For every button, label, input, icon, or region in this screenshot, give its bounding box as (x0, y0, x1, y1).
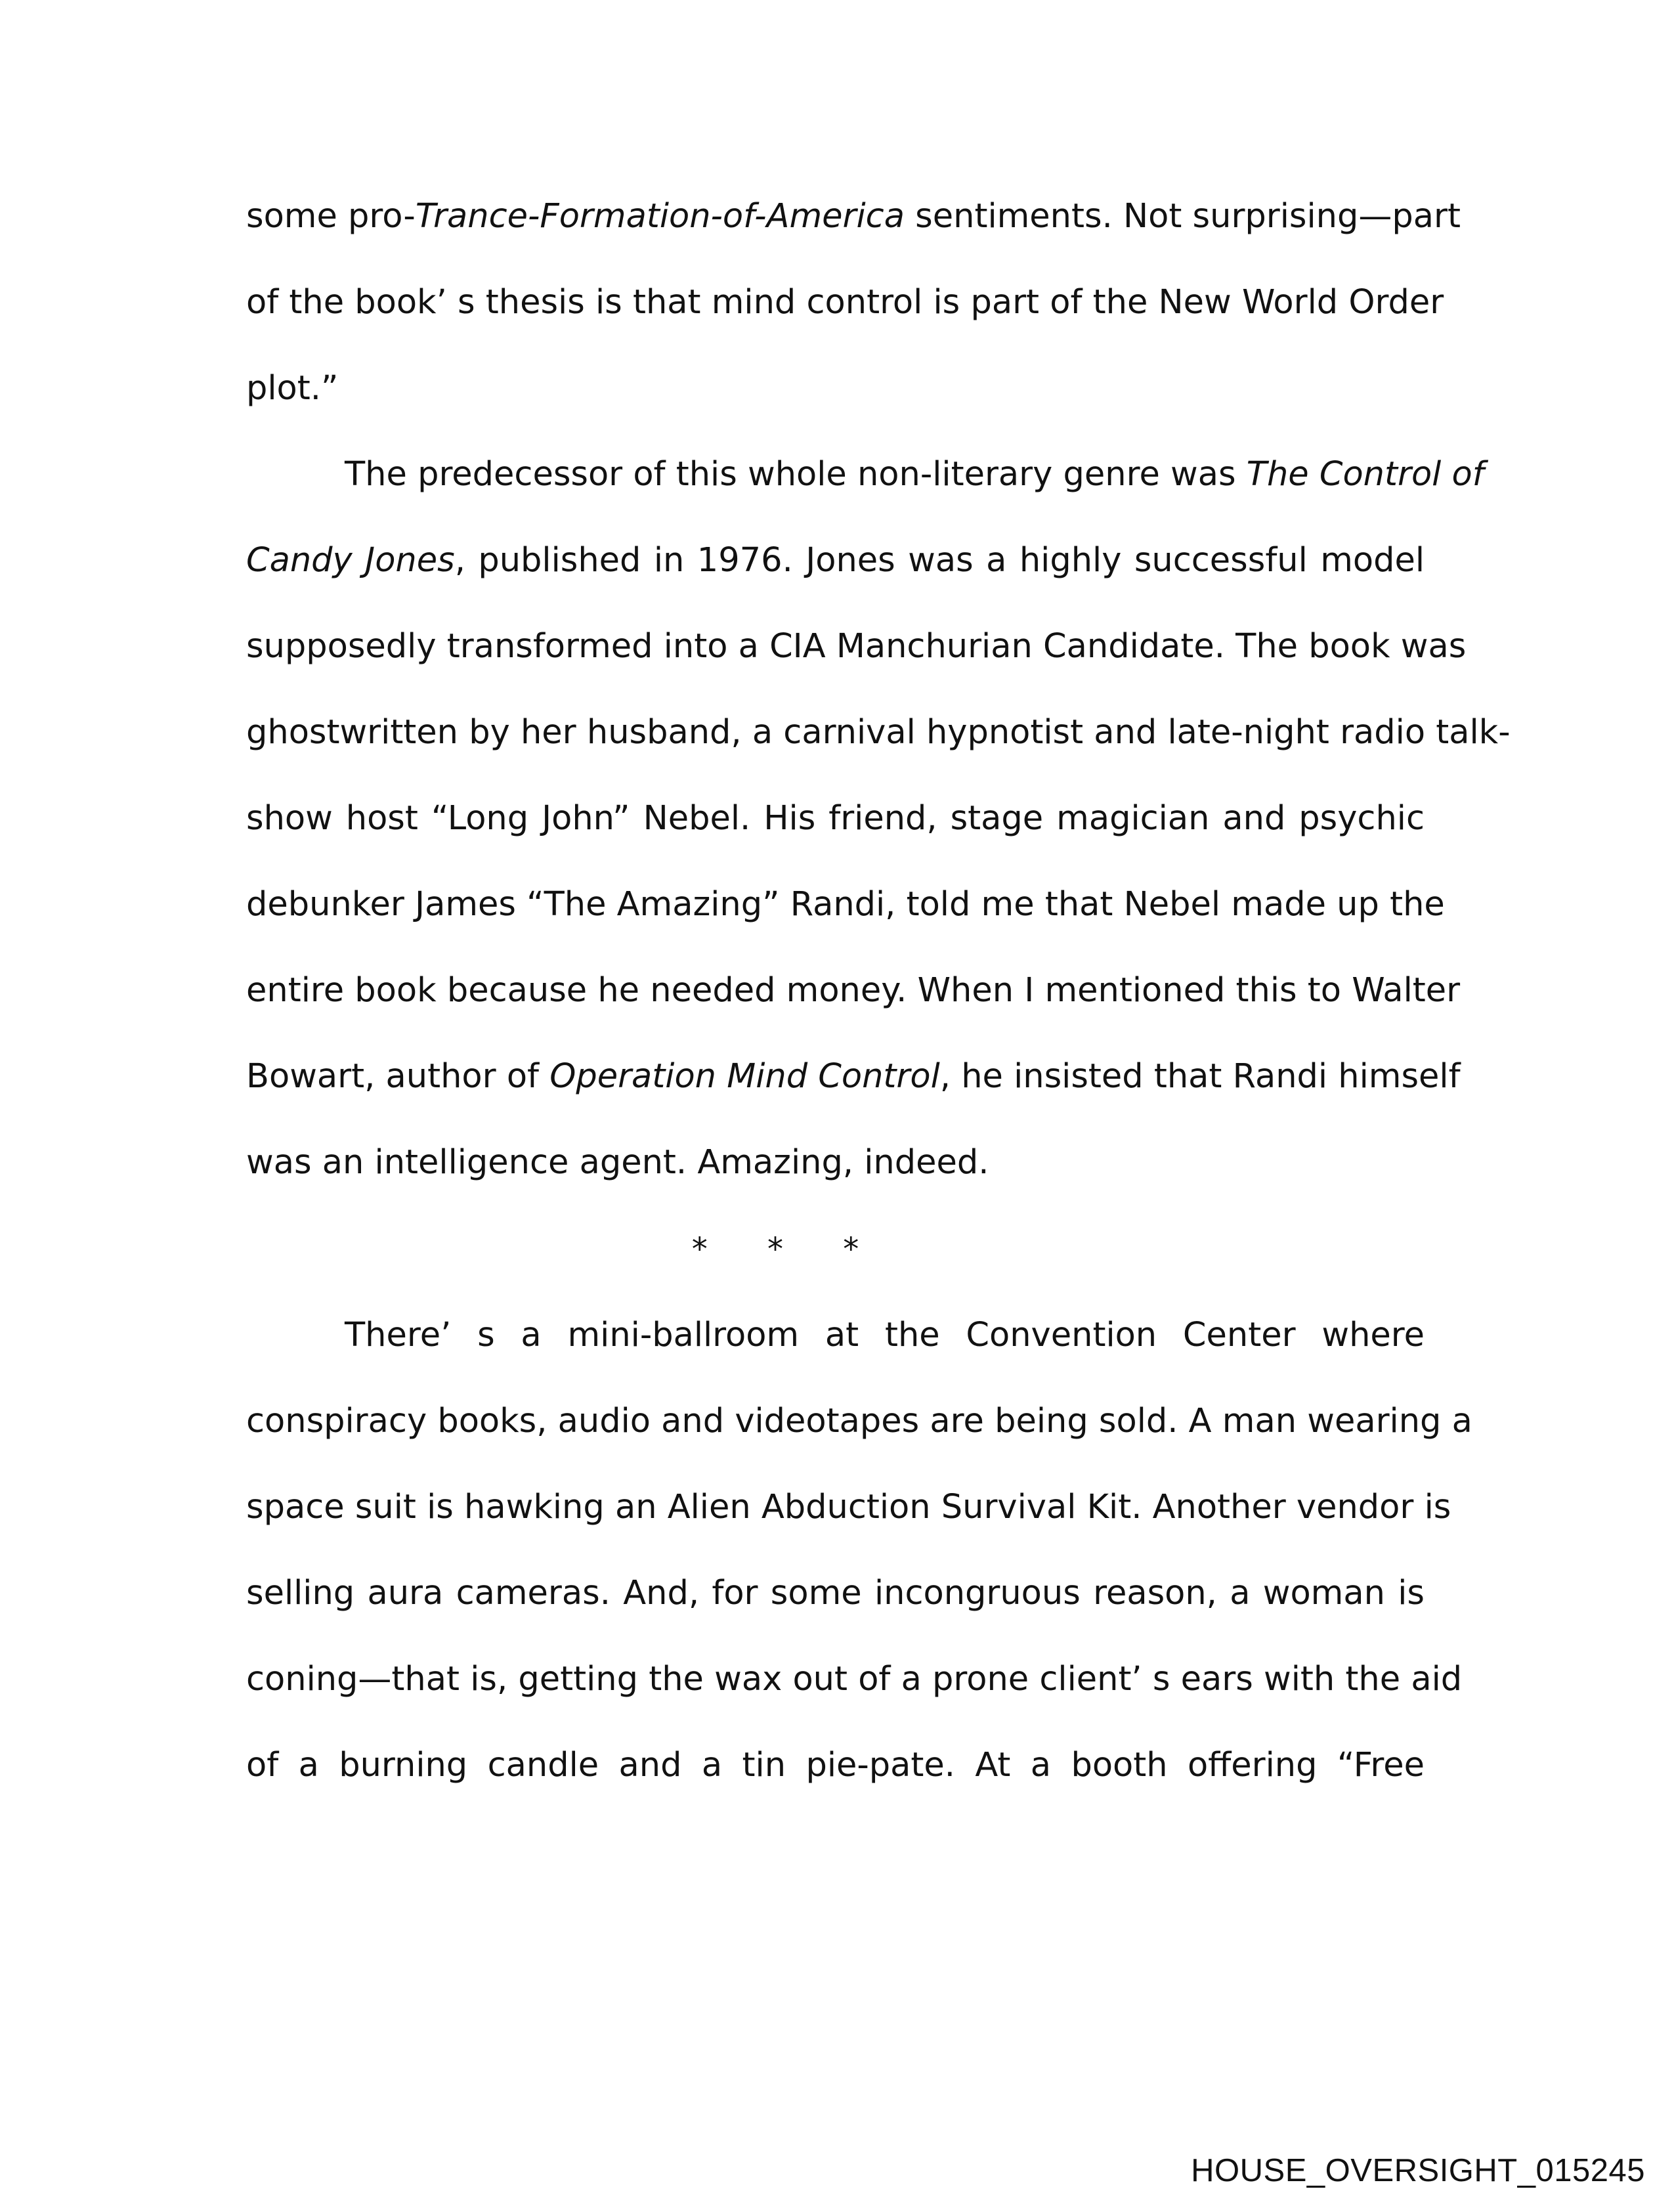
text-line: Bowart, author of Operation Mind Control, he insisted that Randi himself (246, 1057, 1461, 1096)
text-line: space suit is hawking an Alien Abduction Survival Kit. Another vendor is (246, 1488, 1451, 1527)
text-line: There’ s a mini-ballroom at the Convention Center where (345, 1316, 1425, 1355)
text-line: of a burning candle and a tin pie-pate. At a booth offering “Free (246, 1746, 1425, 1785)
section-break: * * * (691, 1231, 884, 1268)
text-line: The predecessor of this whole non-literary genre was The Control of (345, 455, 1484, 494)
text-line: coning—that is, getting the wax out of a prone client’ s ears with the aid (246, 1660, 1463, 1699)
text-line: conspiracy books, audio and videotapes are being sold. A man wearing a (246, 1402, 1472, 1441)
text-line: debunker James “The Amazing” Randi, told me that Nebel made up the (246, 885, 1445, 924)
text-line: entire book because he needed money. When I mentioned this to Walter (246, 971, 1461, 1010)
text-line: plot.” (246, 369, 339, 408)
text-line: ghostwritten by her husband, a carnival hypnotist and late-night radio talk- (246, 713, 1511, 752)
text-line: some pro-Trance-Formation-of-America sentiments. Not surprising—part (246, 197, 1461, 236)
text-line: Candy Jones, published in 1976. Jones was a highly successful model (246, 541, 1425, 580)
bates-stamp: HOUSE_OVERSIGHT_015245 (1191, 2153, 1645, 2188)
text-line: supposedly transformed into a CIA Manchurian Candidate. The book was (246, 627, 1467, 666)
text-line: selling aura cameras. And, for some incongruous reason, a woman is (246, 1574, 1425, 1613)
text-line: show host “Long John” Nebel. His friend, stage magician and psychic (246, 799, 1425, 838)
text-line: was an intelligence agent. Amazing, indeed. (246, 1143, 989, 1182)
text-line: of the book’ s thesis is that mind control is part of the New World Order (246, 283, 1444, 322)
